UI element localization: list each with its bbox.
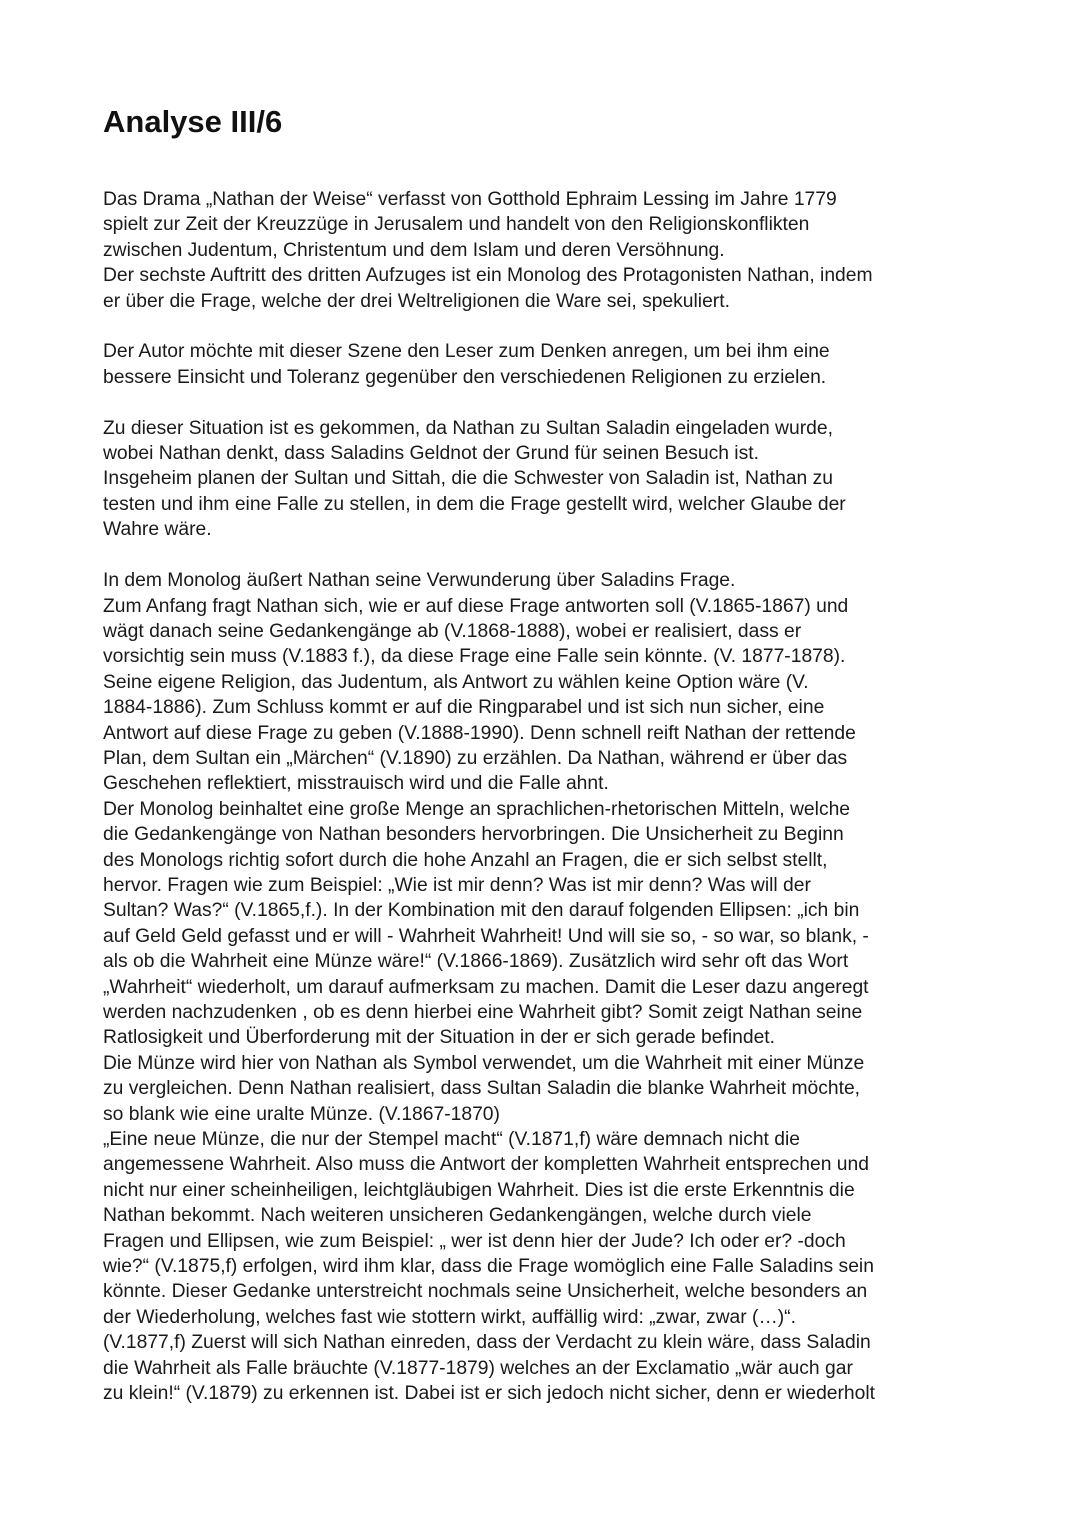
document-body: Das Drama „Nathan der Weise“ verfasst von Gotthold Ephraim Lessing im Jahre 1779 spielt zur Zeit der Kreuzzüge in Jerusalem und handelt von den Religionskonflikten zwischen Judentum, Christentum und dem Islam und deren Versöhnung. Der sechste Auftritt des dritten Aufzuges ist ein Monolog des Protagonisten Nathan, indem er über die Frage, welche der drei Weltreligionen die Ware sei, spekuliert. Der Autor möchte mit dieser Szene den Leser zum Denken anregen, um bei ihm eine bessere Einsicht und Toleranz gegenüber den verschiedenen Religionen zu erzielen. Zu dieser Situation ist es gekommen, da Nathan zu Sultan Saladin eingeladen wurde, wobei Nathan denkt, dass Saladins Geldnot der Grund für seinen Besuch ist. Insgeheim planen der Sultan und Sittah, die die Schwester von Saladin ist, Nathan zu testen und ihm eine Falle zu stellen, in dem die Frage gestellt wird, welcher Glaube der Wahre wäre. In dem Monolog äußert Nathan seine Verwunderung über Saladins Frage. Zum Anfang fragt Nathan sich, wie er auf diese Frage antworten soll (V.1865-1867) und wägt danach seine Gedankengänge ab (V.1868-1888), wobei er realisiert, dass er vorsichtig sein muss (V.1883 f.), da diese Frage eine Falle sein könnte. (V. 1877-1878). Seine eigene Religion, das Judentum, als Antwort zu wählen keine Option wäre (V. 1884-1886). Zum Schluss kommt er auf die Ringparabel und ist sich nun sicher, eine Antwort auf diese Frage zu geben (V.1888-1990). Denn schnell reift Nathan der rettende Plan, dem Sultan ein „Märchen“ (V.1890) zu erzählen. Da Nathan, während er über das Geschehen reflektiert, misstrauisch wird und die Falle ahnt. Der Monolog beinhaltet eine große Menge an sprachlichen-rhetorischen Mitteln, welche die Gedankengänge von Nathan besonders hervorbringen. Die Unsicherheit zu Beginn des Monologs richtig sofort durch die hohe Anzahl an Fragen, die er sich selbst stellt, hervor. Fragen wie zum Beispiel: „Wie ist mir denn? Was ist mir denn? Was will der Sultan? Was?“ (V.1865,f.). In der Kombination mit den darauf folgenden Ellipsen: „ich bin auf Geld Geld gefasst und er will - Wahrheit Wahrheit! Und will sie so, - so war, so blank, - als ob die Wahrheit eine Münze wäre!“ (V.1866-1869). Zusätzlich wird sehr oft das Wort „Wahrheit“ wiederholt, um darauf aufmerksam zu machen. Damit die Leser dazu angeregt werden nachzudenken , ob es denn hierbei eine Wahrheit gibt? Somit zeigt Nathan seine Ratlosigkeit und Überforderung mit der Situation in der er sich gerade befindet. Die Münze wird hier von Nathan als Symbol verwendet, um die Wahrheit mit einer Münze zu vergleichen. Denn Nathan realisiert, dass Sultan Saladin die blanke Wahrheit möchte, so blank wie eine uralte Münze. (V.1867-1870) „Eine neue Münze, die nur der Stempel macht“ (V.1871,f) wäre demnach nicht die angemessene Wahrheit. Also muss die Antwort der kompletten Wahrheit entsprechen und nicht nur einer scheinheiligen, leichtgläubigen Wahrheit. Dies ist die erste Erkenntnis die Nathan bekommt. Nach weiteren unsicheren Gedankengängen, welche durch viele Fragen und Ellipsen, wie zum Beispiel: „ wer ist denn hier der Jude? Ich oder er? -doch wie?“ (V.1875,f) erfolgen, wird ihm klar, dass die Frage womöglich eine Falle Saladins sein könnte. Dieser Gedanke unterstreicht nochmals seine Unsicherheit, welche besonders an der Wiederholung, welches fast wie stottern wirkt, auffällig wird: „zwar, zwar (…)“. (V.1877,f) Zuerst will sich Nathan einreden, dass der Verdacht zu klein wäre, dass Saladin die Wahrheit als Falle bräuchte (V.1877-1879) welches an der Exclamatio „wär auch gar zu klein!“ (V.1879) zu erkennen ist. Dabei ist er sich jedoch nicht sicher, denn er wiederholt bbox=[103, 189, 876, 1405]
document-page bbox=[103, 102, 983, 1407]
document-title: Analyse III/6 bbox=[103, 104, 283, 139]
